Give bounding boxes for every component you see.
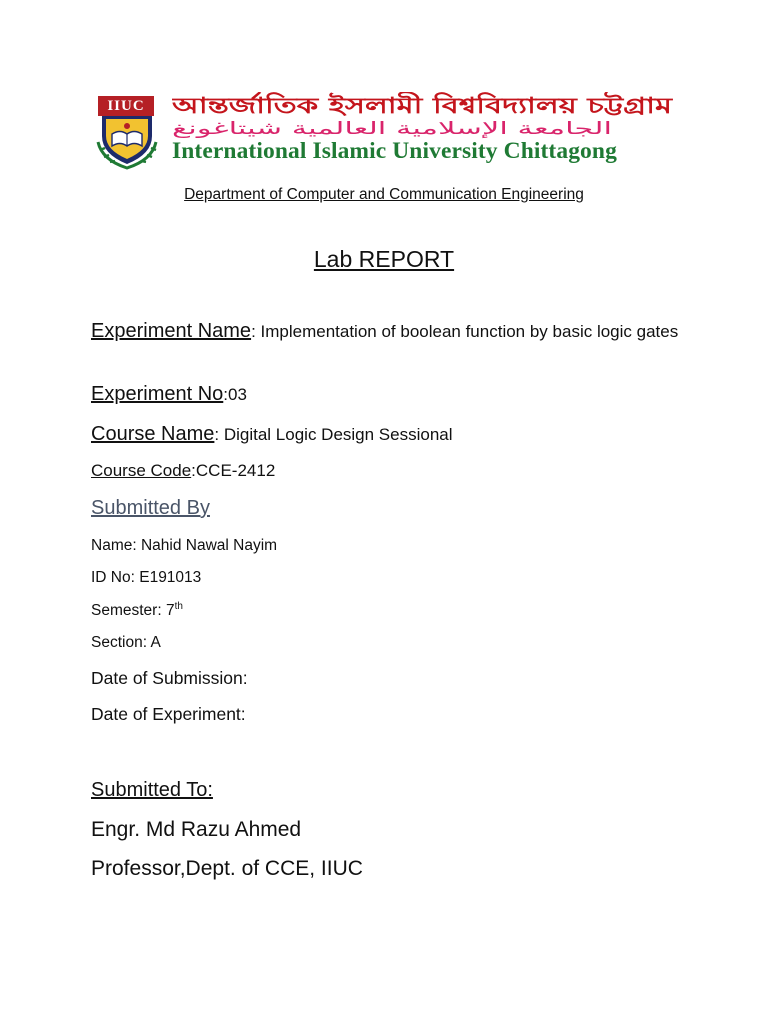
submitted-by-heading: Submitted By: [91, 497, 210, 519]
crest-shield-icon: [96, 114, 160, 170]
crest-abbreviation: IIUC: [98, 96, 154, 116]
experiment-no-label: Experiment No: [91, 383, 224, 405]
experiment-no-value: :03: [223, 385, 247, 404]
supervisor-designation: Professor,Dept. of CCE, IIUC: [91, 857, 363, 880]
course-code-field: [91, 461, 275, 481]
student-id: ID No: E191013: [91, 569, 202, 586]
university-name-arabic: [172, 118, 676, 140]
experiment-name-label: Experiment Name: [91, 320, 252, 342]
university-crest-logo: [96, 96, 160, 170]
course-code-value: :CCE-2412: [191, 461, 276, 480]
experiment-name-field: [91, 318, 691, 346]
experiment-name-value: : Implementation of boolean function by basic logic gates: [251, 322, 679, 341]
student-semester: [91, 601, 183, 620]
date-of-submission: Date of Submission:: [91, 668, 248, 688]
svg-text:الجامعة الإسلامية العالمية شيت: الجامعة الإسلامية العالمية شيتاغونغ: [172, 119, 612, 139]
submitted-to-heading: Submitted To:: [91, 779, 213, 801]
date-of-experiment: Date of Experiment:: [91, 704, 246, 724]
university-name-english: International Islamic University Chittagong: [172, 138, 617, 164]
svg-text:আন্তর্জাতিক ইসলামী বিশ্ববিদ্যা: আন্তর্জাতিক ইসলামী বিশ্ববিদ্যালয় চট্টগ্রাম: [172, 94, 532, 118]
semester-suffix: th: [174, 601, 183, 612]
semester-value: Semester: 7: [91, 602, 175, 620]
supervisor-name: Engr. Md Razu Ahmed: [91, 818, 302, 841]
report-title: Lab REPORT: [313, 246, 455, 272]
student-section: Section: A: [91, 634, 161, 651]
department-name: Department of Computer and Communication Engineering: [184, 186, 584, 203]
university-name-bengali: [172, 92, 676, 118]
course-name-value: : Digital Logic Design Sessional: [214, 425, 453, 444]
student-name: Name: Nahid Nawal Nayim: [91, 537, 278, 554]
course-code-label: Course Code: [91, 461, 192, 480]
experiment-no-field: [91, 383, 247, 406]
course-name-label: Course Name: [91, 423, 215, 445]
course-name-field: [91, 423, 453, 446]
university-header: [96, 92, 676, 172]
